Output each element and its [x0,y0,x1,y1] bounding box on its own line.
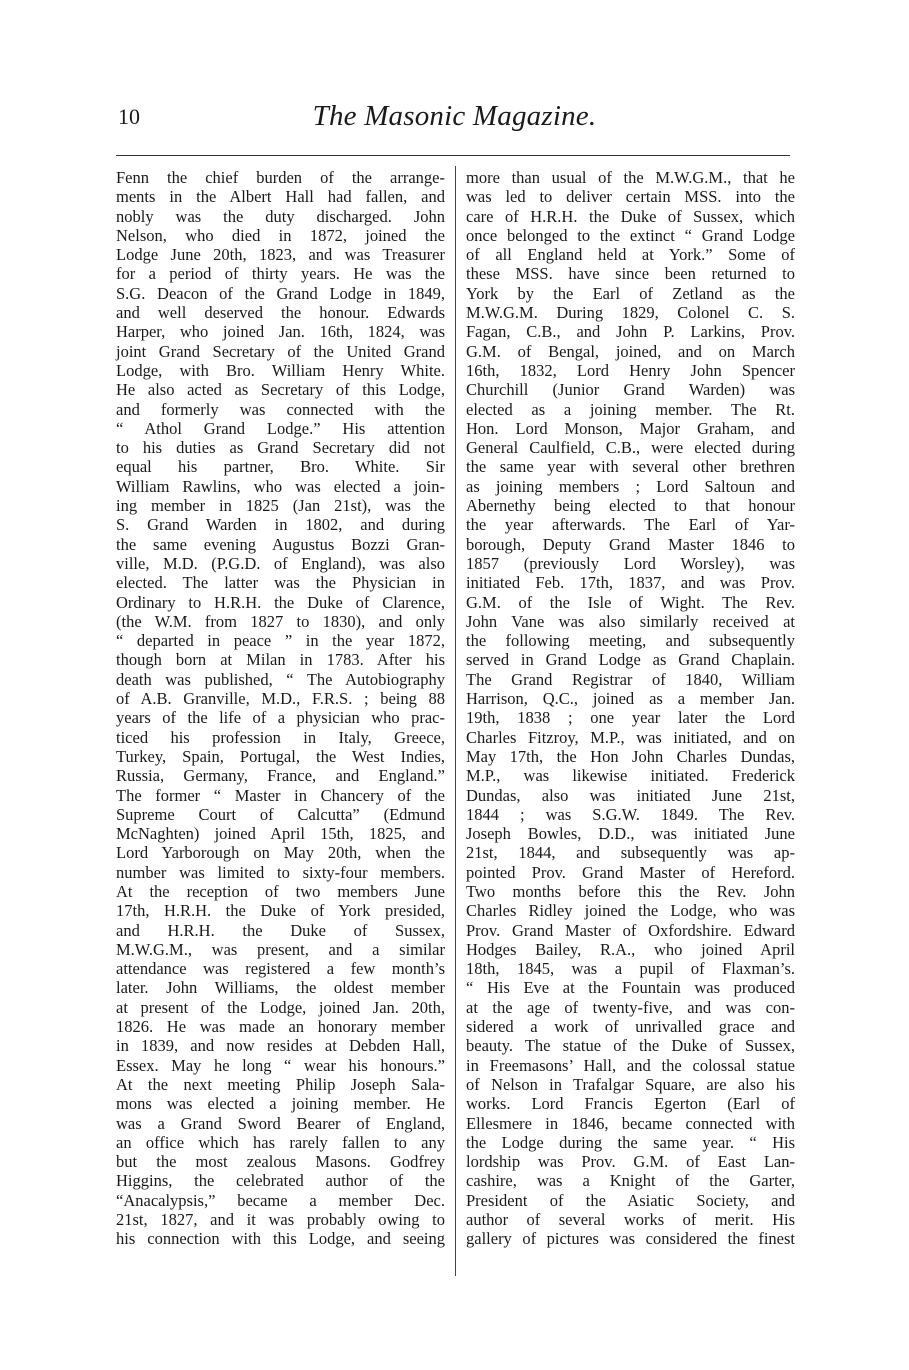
text-line: McNaghten) joined April 15th, 1825, and [116,824,445,844]
text-line: and well deserved the honour. Edwards [116,303,445,323]
text-line: Dundas, also was initiated June 21st, [466,785,795,805]
text-line: ing member in 1825 (Jan 21st), was the [116,496,445,516]
text-line: sidered a work of unrivalled grace and [466,1017,795,1037]
text-line: Lord Yarborough on May 20th, when the [116,843,445,863]
text-line: lordship was Prov. G.M. of East Lan- [466,1152,795,1172]
text-line: 1857 (previously Lord Worsley), was [466,553,795,573]
text-line: at the age of twenty-five, and was con- [466,997,795,1017]
text-line: at present of the Lodge, joined Jan. 20th, [116,997,445,1017]
running-title: The Masonic Magazine. [312,100,597,132]
text-line: served in Grand Lodge as Grand Chaplain. [466,650,795,670]
text-line: Higgins, the celebrated author of the [116,1171,445,1191]
text-line: Supreme Court of Calcutta” (Edmund [116,804,445,824]
text-line: Hon. Lord Monson, Major Graham, and [466,418,795,438]
text-line: “ His Eve at the Fountain was produced [466,978,795,998]
text-line: 1844 ; was S.G.W. 1849. The Rev. [466,804,795,824]
text-line: was led to deliver certain MSS. into the [466,187,795,207]
text-line: number was limited to sixty-four members. [116,862,445,882]
text-line: author of several works of merit. His [466,1210,795,1230]
text-line: cashire, was a Knight of the Garter, [466,1171,795,1191]
text-line: Two months before this the Rev. John [466,881,795,901]
text-line: Harper, who joined Jan. 16th, 1824, was [116,322,445,342]
text-line: G.M. of the Isle of Wight. The Rev. [466,592,795,612]
text-line: Lodge, with Bro. William Henry White. [116,360,445,380]
text-line: The former “ Master in Chancery of the [116,785,445,805]
text-line: May 17th, the Hon John Charles Dundas, [466,746,795,766]
text-line: 21st, 1827, and it was probably owing to [116,1210,445,1230]
text-line: these MSS. have since been returned to [466,264,795,284]
text-line: years of the life of a physician who prac- [116,708,445,728]
text-line: The Grand Registrar of 1840, William [466,669,795,689]
text-line: and formerly was connected with the [116,399,445,419]
text-line: (the W.M. from 1827 to 1830), and only [116,611,445,631]
text-line: Hodges Bailey, R.A., who joined April [466,939,795,959]
text-line: M.P., was likewise initiated. Frederick [466,766,795,786]
header-rule [116,155,790,156]
text-line: in 1839, and now resides at Debden Hall, [116,1036,445,1056]
text-line: though born at Milan in 1783. After his [116,650,445,670]
text-line: York by the Earl of Zetland as the [466,283,795,303]
text-line: beauty. The statue of the Duke of Sussex, [466,1036,795,1056]
text-line: care of H.R.H. the Duke of Sussex, which [466,206,795,226]
text-line: 17th, H.R.H. the Duke of York presided, [116,901,445,921]
text-line: the year afterwards. The Earl of Yar- [466,515,795,535]
text-line: Churchill (Junior Grand Warden) was [466,380,795,400]
text-line: equal his partner, Bro. White. Sir [116,457,445,477]
text-line: works. Lord Francis Egerton (Earl of [466,1094,795,1114]
text-line: initiated Feb. 17th, 1837, and was Prov. [466,573,795,593]
text-line: pointed Prov. Grand Master of Hereford. [466,862,795,882]
text-line: Lodge June 20th, 1823, and was Treasurer [116,245,445,265]
text-line: borough, Deputy Grand Master 1846 to [466,534,795,554]
text-line: Essex. May he long “ wear his honours.” [116,1055,445,1075]
text-line: of all England held at York.” Some of [466,245,795,265]
column-divider [455,166,456,1276]
text-line: 18th, 1845, was a pupil of Flaxman’s. [466,959,795,979]
text-line: “ departed in peace ” in the year 1872, [116,631,445,651]
text-line: Fenn the chief burden of the arrange- [116,168,445,187]
text-line: elected as a joining member. The Rt. [466,399,795,419]
text-line: an office which has rarely fallen to any [116,1132,445,1152]
text-line: ments in the Albert Hall had fallen, and [116,187,445,207]
text-line: Prov. Grand Master of Oxfordshire. Edward [466,920,795,940]
text-line: for a period of thirty years. He was the [116,264,445,284]
text-line: ville, M.D. (P.G.D. of England), was also [116,553,445,573]
left-column [116,168,445,1249]
right-column [466,168,795,1249]
text-line: to his duties as Grand Secretary did not [116,438,445,458]
text-line: He also acted as Secretary of this Lodge, [116,380,445,400]
text-line: 19th, 1838 ; one year later the Lord [466,708,795,728]
text-line: as joining members ; Lord Saltoun and [466,476,795,496]
text-line: joint Grand Secretary of the United Grand [116,341,445,361]
text-line: S.G. Deacon of the Grand Lodge in 1849, [116,283,445,303]
text-line: General Caulfield, C.B., were elected during [466,438,795,458]
text-line: in Freemasons’ Hall, and the colossal statue [466,1055,795,1075]
text-line: G.M. of Bengal, joined, and on March [466,341,795,361]
text-line: 21st, 1844, and subsequently was ap- [466,843,795,863]
text-line: Nelson, who died in 1872, joined the [116,225,445,245]
text-line: Charles Fitzroy, M.P., was initiated, and on [466,727,795,747]
text-line: Harrison, Q.C., joined as a member Jan. [466,689,795,709]
text-line: attendance was registered a few month’s [116,959,445,979]
page-number: 10 [118,104,140,129]
text-line: elected. The latter was the Physician in [116,573,445,593]
text-line: John Vane was also similarly received at [466,611,795,631]
text-line: Ellesmere in 1846, became connected with [466,1113,795,1133]
text-line: President of the Asiatic Society, and [466,1190,795,1210]
text-line: the same evening Augustus Bozzi Gran- [116,534,445,554]
text-line: M.W.G.M., was present, and a similar [116,939,445,959]
text-line: At the next meeting Philip Joseph Sala- [116,1074,445,1094]
text-line: 1826. He was made an honorary member [116,1017,445,1037]
text-line: but the most zealous Masons. Godfrey [116,1152,445,1172]
text-line: the same year with several other brethren [466,457,795,477]
text-line: once belonged to the extinct “ Grand Lodge [466,225,795,245]
text-line: death was published, “ The Autobiography [116,669,445,689]
text-line: ticed his profession in Italy, Greece, [116,727,445,747]
text-line: the Lodge during the same year. “ His [466,1132,795,1152]
text-line: At the reception of two members June [116,881,445,901]
text-line: more than usual of the M.W.G.M., that he [466,168,795,187]
text-line: of Nelson in Trafalgar Square, are also his [466,1074,795,1094]
text-line: later. John Williams, the oldest member [116,978,445,998]
text-line: gallery of pictures was considered the finest [466,1229,795,1249]
text-line: Fagan, C.B., and John P. Larkins, Prov. [466,322,795,342]
text-line: was a Grand Sword Bearer of England, [116,1113,445,1133]
text-line: mons was elected a joining member. He [116,1094,445,1114]
text-line: nobly was the duty discharged. John [116,206,445,226]
text-line: the following meeting, and subsequently [466,631,795,651]
text-line: “ Athol Grand Lodge.” His attention [116,418,445,438]
text-line: of A.B. Granville, M.D., F.R.S. ; being 88 [116,689,445,709]
text-line: Abernethy being elected to that honour [466,496,795,516]
text-line: Russia, Germany, France, and England.” [116,766,445,786]
text-line: M.W.G.M. During 1829, Colonel C. S. [466,303,795,323]
text-line: Charles Ridley joined the Lodge, who was [466,901,795,921]
text-line: “Anacalypsis,” became a member Dec. [116,1190,445,1210]
text-line: Turkey, Spain, Portugal, the West Indies, [116,746,445,766]
text-line: and H.R.H. the Duke of Sussex, [116,920,445,940]
text-line: Joseph Bowles, D.D., was initiated June [466,824,795,844]
text-line: his connection with this Lodge, and seeing [116,1229,445,1249]
text-line: 16th, 1832, Lord Henry John Spencer [466,360,795,380]
text-line: Ordinary to H.R.H. the Duke of Clarence, [116,592,445,612]
text-line: William Rawlins, who was elected a join- [116,476,445,496]
text-line: S. Grand Warden in 1802, and during [116,515,445,535]
